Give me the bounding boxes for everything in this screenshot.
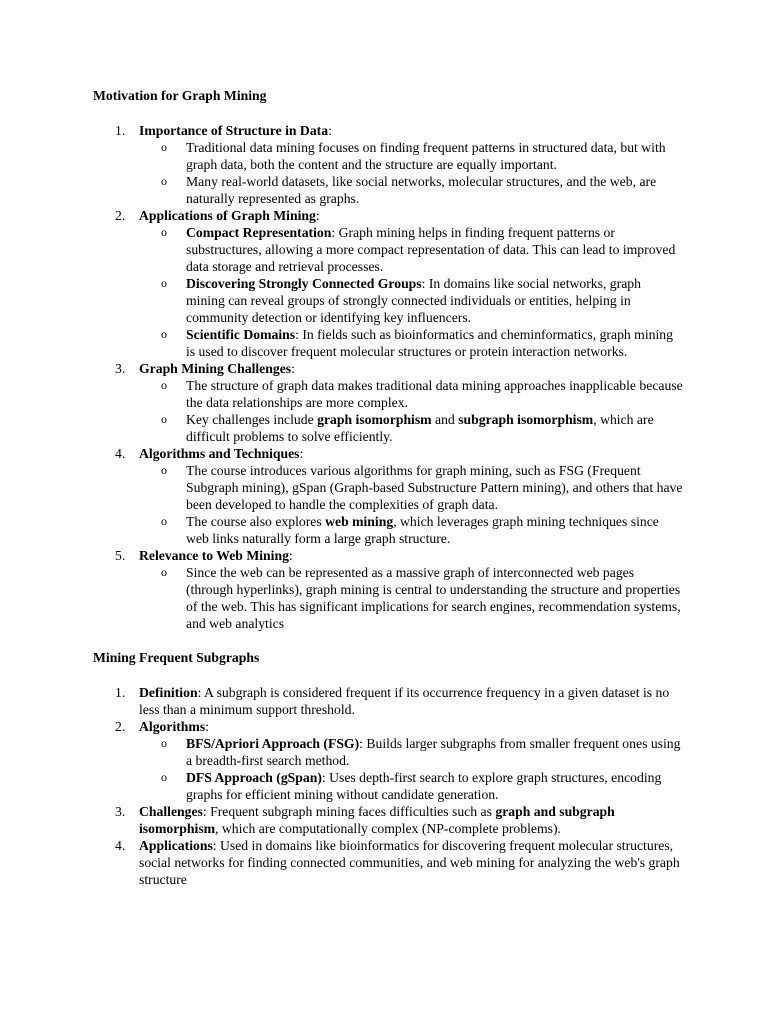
bullet-marker: o bbox=[161, 327, 167, 341]
item-number: 1. bbox=[115, 123, 126, 138]
bullet-item bbox=[139, 377, 683, 411]
bullet-item bbox=[139, 735, 683, 769]
list-item-definition bbox=[93, 684, 683, 718]
item-text: : Frequent subgraph mining faces difficulties such as bbox=[202, 804, 496, 819]
bullet-marker: o bbox=[161, 412, 167, 426]
list-item-applications bbox=[93, 837, 683, 888]
item-title: Applications bbox=[139, 838, 213, 853]
bullet-bold: DFS Approach (gSpan) bbox=[186, 770, 322, 785]
bullet-marker: o bbox=[161, 736, 167, 750]
list-item-applications bbox=[93, 207, 683, 360]
numbered-list-motivation bbox=[93, 122, 683, 632]
item-text: : bbox=[291, 361, 295, 376]
item-text: : bbox=[315, 208, 320, 223]
bullet-text: , which are difficult problems to solve efficiently. bbox=[186, 412, 654, 444]
numbered-list-frequent-subgraphs bbox=[93, 684, 683, 888]
bullet-bold: graph isomorphism bbox=[317, 412, 432, 427]
bullet-bold: web mining bbox=[325, 514, 394, 529]
bullet-bold: Compact Representation bbox=[186, 225, 332, 240]
list-item-algorithms bbox=[93, 718, 683, 803]
item-number: 2. bbox=[115, 208, 126, 223]
bullet-marker: o bbox=[161, 514, 167, 528]
bullet-list bbox=[139, 377, 683, 445]
bullet-text: : In domains like social networks, graph mining can reveal groups of strongly connected individuals or entities, helping in community detection or identifying key influencers. bbox=[186, 276, 641, 325]
item-title: Challenges bbox=[139, 804, 203, 819]
bullet-bold: Scientific Domains bbox=[186, 327, 296, 342]
item-text: : A subgraph is considered frequent if its occurrence frequency in a given dataset is no less than a minimum support threshold. bbox=[139, 685, 670, 717]
bullet-text: : Uses depth-first search to explore graph structures, encoding graphs for efficient mining without candidate generation. bbox=[186, 770, 662, 802]
item-title: Definition bbox=[139, 685, 198, 700]
bullet-item bbox=[139, 513, 683, 547]
item-title: Applications of Graph Mining bbox=[139, 208, 316, 223]
bullet-item bbox=[139, 224, 683, 275]
bullet-item bbox=[139, 173, 683, 207]
bullet-text: The course introduces various algorithms for graph mining, such as FSG (Frequent Subgraph mining), gSpan (Graph-based Substructure Pattern mining), and others that have been developed to handle the complexities of graph data. bbox=[186, 463, 683, 512]
bullet-marker: o bbox=[161, 770, 167, 784]
bullet-text: Since the web can be represented as a massive graph of interconnected web pages (through hyperlinks), graph mining is central to understanding the structure and properties of the web. This has significant implications for search engines, recommendation systems, and web analytics bbox=[186, 565, 681, 631]
section-heading-frequent-subgraphs: Mining Frequent Subgraphs bbox=[93, 650, 260, 665]
bullet-item bbox=[139, 411, 683, 445]
bullet-list bbox=[139, 564, 683, 632]
bullet-text: Many real-world datasets, like social networks, molecular structures, and the web, are naturally represented as graphs. bbox=[186, 174, 657, 206]
item-text: : bbox=[299, 446, 304, 461]
item-text-bold: graph and subgraph isomorphism bbox=[139, 804, 615, 836]
item-title: Importance of Structure in Data bbox=[139, 123, 329, 138]
bullet-marker: o bbox=[161, 225, 167, 239]
bullet-item bbox=[139, 769, 683, 803]
item-number: 3. bbox=[115, 361, 126, 376]
bullet-list bbox=[139, 224, 683, 360]
bullet-item bbox=[139, 139, 683, 173]
bullet-list bbox=[139, 139, 683, 207]
bullet-marker: o bbox=[161, 378, 167, 392]
bullet-item bbox=[139, 275, 683, 326]
item-number: 3. bbox=[115, 804, 126, 819]
bullet-marker: o bbox=[161, 174, 167, 188]
list-item-web-relevance bbox=[93, 547, 683, 632]
bullet-bold: BFS/Apriori Approach (FSG) bbox=[186, 736, 360, 751]
bullet-list bbox=[139, 462, 683, 547]
bullet-bold-2: subgraph isomorphism bbox=[458, 412, 594, 427]
list-item-algorithms bbox=[93, 445, 683, 547]
section-heading-motivation: Motivation for Graph Mining bbox=[93, 88, 267, 103]
bullet-list bbox=[139, 735, 683, 803]
bullet-marker: o bbox=[161, 565, 167, 579]
bullet-bold: Discovering Strongly Connected Groups bbox=[186, 276, 422, 291]
item-number: 4. bbox=[115, 838, 126, 853]
bullet-item bbox=[139, 564, 683, 632]
bullet-text-pre: The course also explores bbox=[186, 514, 326, 529]
item-title: Graph Mining Challenges bbox=[139, 361, 292, 376]
item-number: 4. bbox=[115, 446, 126, 461]
item-title: Algorithms and Techniques bbox=[139, 446, 300, 461]
list-item-challenges bbox=[93, 803, 683, 837]
bullet-marker: o bbox=[161, 276, 167, 290]
item-number: 1. bbox=[115, 685, 126, 700]
list-item-structure-importance bbox=[93, 122, 683, 207]
document-page bbox=[93, 86, 683, 904]
item-text: : bbox=[328, 123, 332, 138]
bullet-item bbox=[139, 326, 683, 360]
bullet-text-pre: Key challenges include bbox=[186, 412, 318, 427]
bullet-marker: o bbox=[161, 140, 167, 154]
item-text-tail: , which are computationally complex (NP-complete problems). bbox=[215, 821, 561, 836]
bullet-text: The structure of graph data makes traditional data mining approaches inapplicable because the data relationships are more complex. bbox=[186, 378, 683, 410]
item-text: : bbox=[205, 719, 209, 734]
item-text: : Used in domains like bioinformatics for discovering frequent molecular structures, social networks for finding connected communities, and web mining for analyzing the web's graph structure bbox=[139, 838, 680, 887]
bullet-text: : In fields such as bioinformatics and cheminformatics, graph mining is used to discover frequent molecular structures or protein interaction networks. bbox=[186, 327, 673, 359]
item-number: 5. bbox=[115, 548, 126, 563]
bullet-text: Traditional data mining focuses on finding frequent patterns in structured data, but with graph data, both the content and the structure are equally important. bbox=[186, 140, 666, 172]
item-number: 2. bbox=[115, 719, 126, 734]
item-title: Algorithms bbox=[139, 719, 206, 734]
bullet-text: : Builds larger subgraphs from smaller frequent ones using a breadth-first search method. bbox=[186, 736, 681, 768]
bullet-item bbox=[139, 462, 683, 513]
item-text: : bbox=[288, 548, 293, 563]
bullet-marker: o bbox=[161, 463, 167, 477]
item-title: Relevance to Web Mining bbox=[139, 548, 289, 563]
list-item-challenges bbox=[93, 360, 683, 445]
bullet-text: , which leverages graph mining techniques since web links naturally form a large graph structure. bbox=[186, 514, 659, 546]
bullet-text-mid: and bbox=[431, 412, 459, 427]
bullet-text: : Graph mining helps in finding frequent patterns or substructures, allowing a more compact representation of data. This can lead to improved data storage and retrieval processes. bbox=[186, 225, 676, 274]
